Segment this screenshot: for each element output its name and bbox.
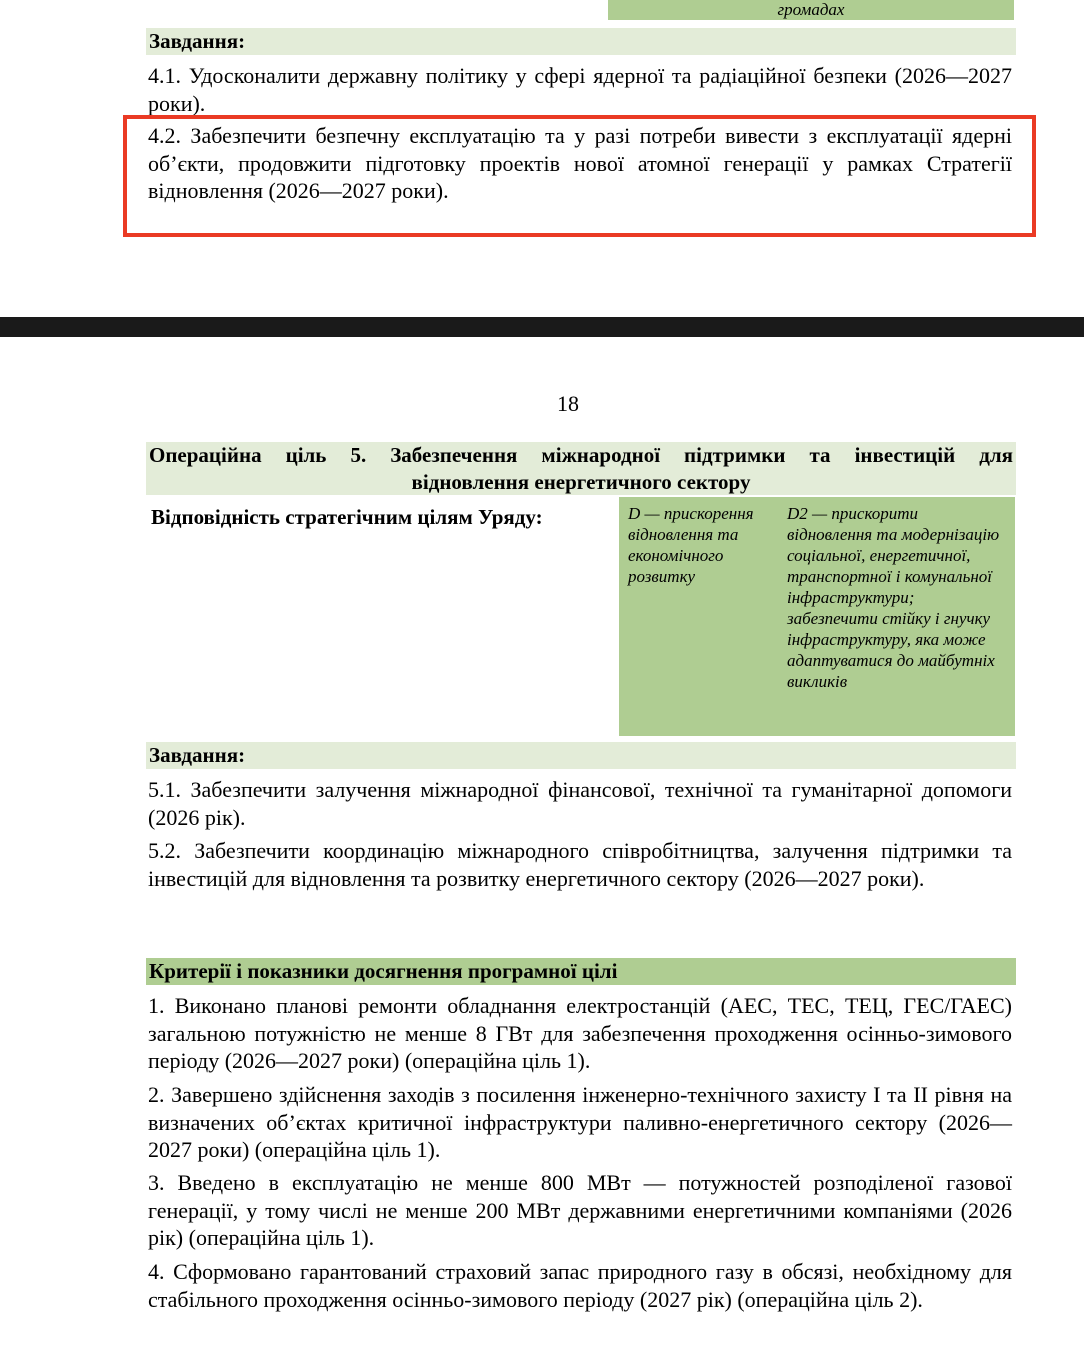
cell-text: громадах xyxy=(777,0,845,19)
goal-d2-text: D2 — прискорити відновлення та модернізацію соціальної, енергетичної, транспортної і комунальної інфраструктури; забезпечити стійку і гнучку інфраструктуру, яка може адаптуватися до майбутніх викликів xyxy=(787,504,1000,691)
criteria-item-4: 4. Сформовано гарантований страховий запас природного газу в обсязі, необхідному для стабільного проходження осінньо-зимового періоду (2027 рік) (операційна ціль 2). xyxy=(148,1259,1012,1312)
goal5-title-line2: відновлення енергетичного сектору xyxy=(411,470,751,494)
task-4-1: 4.1. Удосконалити державну політику у сфері ядерної та радіаційної безпеки (2026—2027 роки). xyxy=(148,63,1012,116)
goal5-title xyxy=(146,442,1016,495)
heading-text: Завдання: xyxy=(149,743,246,767)
task-4-2: 4.2. Забезпечити безпечну експлуатацію та у разі потреби вивести з експлуатації ядерні об’єкти, продовжити підготовку проектів нової атомної генерації у рамках Стратегії відновлення (2026—2027 роки). xyxy=(148,123,1012,203)
alignment-label: Відповідність стратегічним цілям Уряду: xyxy=(151,505,543,529)
task-5-1: 5.1. Забезпечити залучення міжнародної фінансової, технічної та гуманітарної допомоги (2026 рік). xyxy=(148,777,1012,830)
tasks-heading-5 xyxy=(146,742,1016,769)
tasks-heading-4 xyxy=(146,28,1016,55)
heading-text: Критерії і показники досягнення програмної цілі xyxy=(149,959,618,983)
page-number: 18 xyxy=(557,391,579,416)
page-separator xyxy=(0,317,1084,337)
heading-text: Завдання: xyxy=(149,29,246,53)
criteria-heading xyxy=(146,958,1016,985)
criteria-item-3: 3. Введено в експлуатацію не менше 800 МВт — потужностей розподіленої газової генерації, у тому числі не менше 200 МВт державними енергетичними компаніями (2026 рік) (операційна ціль 1). xyxy=(148,1170,1012,1250)
goal-d-text: D — прискорення відновлення та економічного розвитку xyxy=(628,504,754,586)
task-5-2: 5.2. Забезпечити координацію міжнародного співробітництва, залучення підтримки та інвестицій для відновлення та розвитку енергетичного сектору (2026—2027 роки). xyxy=(148,838,1012,891)
goal5-title-line1: Операційна ціль 5. Забезпечення міжнародної підтримки та інвестицій для xyxy=(149,443,1013,467)
criteria-item-2: 2. Завершено здійснення заходів з посилення інженерно-технічного захисту I та II рівня на визначених об’єктах критичної інфраструктури паливно-енергетичного сектору (2026—2027 роки) (операційна ціль 1). xyxy=(148,1082,1012,1162)
criteria-item-1: 1. Виконано планові ремонти обладнання електростанцій (АЕС, ТЕС, ТЕЦ, ГЕС/ГАЕС) загальною потужністю не менше 8 ГВт для забезпечення проходження осінньо-зимового періоду (2026—2027 роки) (операційна ціль 1). xyxy=(148,993,1012,1073)
table-cell-continuation xyxy=(608,0,1014,20)
